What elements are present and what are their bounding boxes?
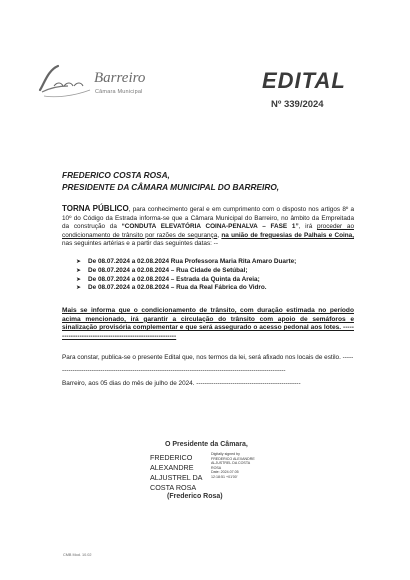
signature-name-line: COSTA ROSA [150, 483, 197, 492]
list-item [76, 284, 356, 293]
list-item [76, 258, 356, 267]
digital-signature-line: 12:18:51 +01'00' [211, 474, 238, 479]
arrow-bullet-icon: ➤ [76, 276, 82, 283]
logo-subtitle: Câmara Municipal [95, 89, 143, 95]
document-title: EDITAL [262, 68, 346, 93]
signature-name-line: ALEXANDRE [150, 463, 194, 472]
item-date: De 08.07.2024 a 02.08.2024 [88, 275, 170, 283]
arrow-bullet-icon: ➤ [76, 267, 82, 274]
signature-name-line: ALJUSTREL DA [150, 473, 203, 482]
intro-text-2: , irá [298, 223, 317, 231]
closing-line-1: Para constar, publica-se o presente Edital que, nos termos da lei, será afixado nos locais de estilo. -------------------------------------------------------------------------------------------------------------- [62, 354, 354, 374]
digital-signature-line: Date: 2024.07.05 [211, 470, 239, 475]
signatory-name: (Frederico Rosa) [167, 493, 223, 500]
digital-signature-details [211, 452, 271, 480]
signature-name-block [150, 453, 202, 493]
warning-paragraph: Mais se informa que o condicionamento de trânsito, com duração estimada no período acima mencionado, irá garantir a circulação do trânsito com apoio de semáforos e sinalização provisória complementar e que será assegurado o acesso pedonal aos lotes. --------------------------------------------------------- [62, 307, 354, 341]
closing-paragraph [62, 351, 354, 390]
intro-lead: TORNA PÚBLICO [62, 204, 129, 213]
intro-text-3: , [217, 231, 222, 239]
arrow-bullet-icon: ➤ [76, 285, 82, 292]
intro-underline-1: proceder ao condicionamento de trânsito por razões de segurança [62, 223, 354, 239]
intro-underline-2: na união de freguesias de Palhais e Coina, [221, 231, 355, 239]
item-street: – Rua da Real Fábrica do Vidro. [169, 284, 267, 292]
logo-name: Barreiro [94, 70, 146, 86]
heading-title: PRESIDENTE DA CÂMARA MUNICIPAL DO BARREIRO, [62, 182, 280, 192]
item-street: – Rua Cidade de Setúbal; [169, 266, 248, 274]
signature-name-line: FREDERICO [150, 453, 193, 462]
intro-text-4: nas seguintes artérias e a partir das seguintes datas: -- [62, 240, 218, 248]
item-date: De 08.07.2024 a 02.08.2024 [88, 258, 170, 265]
barreiro-emblem-icon [34, 62, 94, 102]
heading-name: FREDERICO COSTA ROSA, [62, 170, 170, 180]
item-date: De 08.07.2024 a 02.08.2024 [88, 266, 170, 274]
item-street: – Estrada da Quinta da Areia; [169, 275, 260, 283]
municipal-logo [34, 58, 184, 104]
street-list [76, 258, 356, 293]
intro-paragraph [62, 205, 354, 249]
closing-line-2: Barreiro, aos 05 dias do mês de julho de 2024. ------------------------------------------------- [62, 380, 301, 387]
intro-text-1: , para conhecimento geral e em cumprimento com o disposto nos artigos 8º a 10º do Código da Estrada informa-se que a Câmara Municipal do Barreiro, no âmbito da Empreitada da construção da [62, 206, 354, 231]
signature-role: O Presidente da Câmara, [165, 441, 248, 448]
document-number: Nº 339/2024 [271, 99, 324, 110]
digital-signature-line: ALJUSTREL DA COSTA [211, 461, 251, 466]
digital-signature-line: Digitally signed by [211, 452, 240, 456]
list-item [76, 267, 356, 276]
project-name: “CONDUTA ELEVATÓRIA COINA-PENALVA – FASE 1” [121, 223, 299, 231]
digital-signature-line: FREDERICO ALEXANDRE [211, 456, 255, 461]
digital-signature-line: ROSA [211, 465, 222, 470]
item-date: De 08.07.2024 a 02.08.2024 [88, 284, 170, 292]
list-item [76, 276, 356, 285]
item-street: Rua Professora Maria Rita Amaro Duarte; [169, 258, 297, 265]
arrow-bullet-icon: ➤ [76, 259, 82, 265]
form-code: CMB Mod. 10.02 [63, 553, 92, 557]
